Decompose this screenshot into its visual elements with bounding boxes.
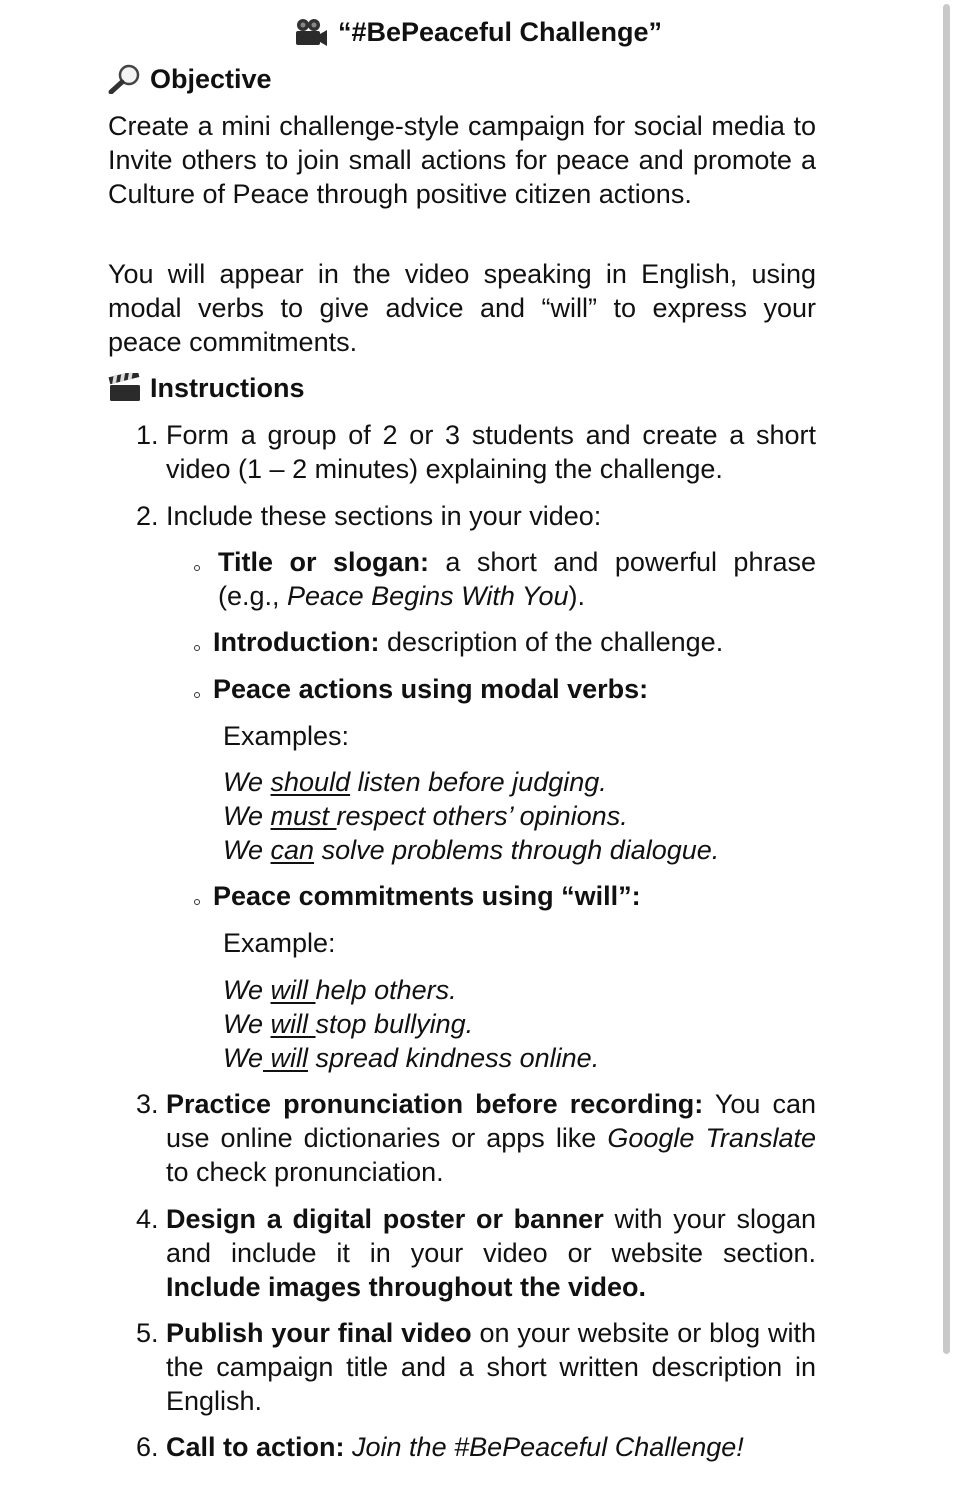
- item-text: Include these sections in your video:: [166, 501, 602, 531]
- scrollbar[interactable]: [943, 4, 950, 1354]
- magnifier-icon: [108, 64, 142, 94]
- hollow-bullet-icon: [194, 645, 200, 651]
- instruction-item-3: 3. Practice pronunciation before recording: You can use online dictionaries or apps like Google Translate to check pronunciation.: [136, 1089, 816, 1187]
- hollow-bullet-icon: [194, 899, 200, 905]
- item-number: 4.: [136, 1204, 159, 1234]
- subitem-will-commitments: Peace commitments using “will”:: [194, 879, 816, 913]
- example-line: We will spread kindness online.: [223, 1043, 600, 1073]
- hollow-bullet-icon: [194, 692, 200, 698]
- hollow-bullet-icon: [194, 565, 200, 571]
- example-line: We will stop bullying.: [223, 1009, 474, 1039]
- example-line: We must respect others’ opinions.: [223, 801, 628, 831]
- item-number: 2.: [136, 501, 159, 531]
- item-number: 5.: [136, 1318, 159, 1348]
- objective-paragraph-2: You will appear in the video speaking in English, using modal verbs to give advice and “will” to express your peace commitments.: [108, 259, 816, 357]
- instruction-item-4: 4. Design a digital poster or banner with your slogan and include it in your video or website section. Include images throughout the video.: [136, 1204, 817, 1302]
- item-text: Form a group of 2 or 3 students and create a short video (1 – 2 minutes) explaining the challenge.: [166, 420, 816, 484]
- example-label: Example:: [223, 928, 336, 958]
- objective-heading: Objective: [108, 62, 272, 96]
- document-title: [0, 12, 956, 52]
- instruction-item-2: [136, 499, 816, 533]
- movie-camera-icon: [294, 18, 328, 48]
- instructions-heading: Instructions: [108, 371, 305, 405]
- subitem-modal-verbs: Peace actions using modal verbs:: [194, 672, 816, 706]
- item-number: 1.: [136, 420, 159, 450]
- title-text: “#BePeaceful Challenge”: [337, 17, 663, 47]
- modal-examples: [223, 765, 719, 867]
- objective-paragraph-1: Create a mini challenge-style campaign for social media to Invite others to join small actions for peace and promote a Culture of Peace through positive citizen actions.: [108, 111, 816, 209]
- instruction-item-6: 6. Call to action: Join the #BePeaceful Challenge!: [136, 1432, 744, 1462]
- example-line: We can solve problems through dialogue.: [223, 835, 720, 865]
- item-number: 6.: [136, 1432, 159, 1462]
- instruction-item-1: [136, 418, 816, 486]
- subitem-introduction: Introduction: description of the challenge.: [194, 625, 816, 659]
- clapper-board-icon: [108, 373, 142, 403]
- item-number: 3.: [136, 1089, 159, 1119]
- examples-label: Examples:: [223, 721, 350, 751]
- example-line: We will help others.: [223, 975, 457, 1005]
- instruction-item-5: 5. Publish your final video on your website or blog with the campaign title and a short written description in English.: [136, 1318, 816, 1416]
- will-examples: [223, 973, 599, 1075]
- example-line: We should listen before judging.: [223, 767, 607, 797]
- subitem-title-slogan: Title or slogan: a short and powerful phrase (e.g., Peace Begins With You).: [194, 545, 816, 613]
